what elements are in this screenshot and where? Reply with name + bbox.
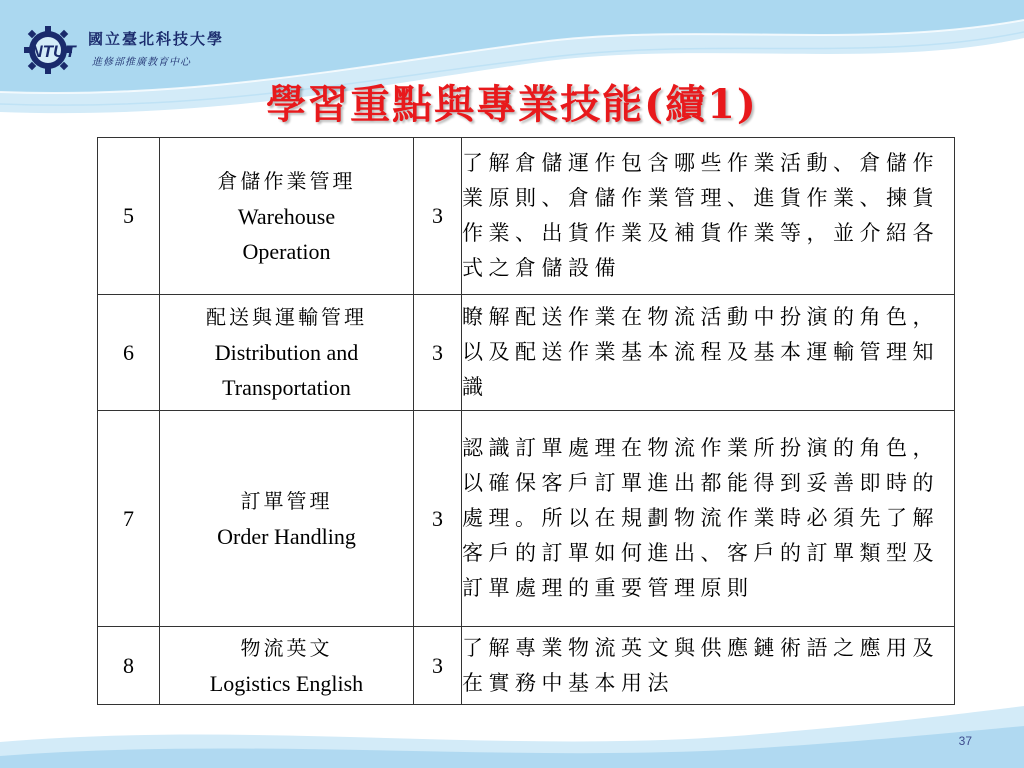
table-row: [98, 627, 955, 705]
course-name-cell: [160, 138, 414, 295]
page-number: 37: [958, 734, 972, 748]
course-number: 5: [98, 138, 160, 295]
course-credits: 3: [414, 627, 462, 705]
course-credits: 3: [414, 138, 462, 295]
course-description: 瞭解配送作業在物流活動中扮演的角色，以及配送作業基本流程及基本運輸管理知識: [462, 295, 955, 411]
course-name-en: Warehouse: [237, 203, 336, 229]
course-description: 認識訂單處理在物流作業所扮演的角色，以確保客戶訂單進出都能得到妥善即時的處理。所以在規劃物流作業時必須先了解客戶的訂單如何進出、客戶的訂單類型及訂單處理的重要管理原則: [462, 411, 955, 627]
gear-emblem-icon: [22, 24, 84, 76]
course-credits: 3: [414, 411, 462, 627]
course-name-en: Transportation: [222, 375, 351, 400]
department-name: 進修部推廣教育中心: [92, 57, 191, 68]
table-row: [98, 295, 955, 411]
table-row: [98, 138, 955, 295]
table-row: [98, 411, 955, 627]
school-name: 國立臺北科技大學: [88, 30, 225, 48]
course-description: 了解專業物流英文與供應鏈術語之應用及在實務中基本用法: [462, 627, 955, 705]
course-name-en: Operation: [242, 238, 331, 264]
course-description: 了解倉儲運作包含哪些作業活動、倉儲作業原則、倉儲作業管理、進貨作業、揀貨作業、出貨作業及補貨作業等，並介紹各式之倉儲設備: [462, 138, 955, 295]
course-credits: 3: [414, 295, 462, 411]
course-name-zh: 訂單管理: [240, 488, 333, 513]
school-logo: [22, 20, 262, 80]
slide-title: 學習重點與專業技能(續1): [266, 81, 758, 128]
course-name-cell: [160, 411, 414, 627]
course-name-cell: [160, 627, 414, 705]
course-name-cell: [160, 295, 414, 411]
course-number: 8: [98, 627, 160, 705]
course-name-zh: 倉儲作業管理: [217, 168, 356, 193]
course-table: [97, 137, 955, 705]
course-name-zh: 配送與運輸管理: [206, 305, 367, 329]
svg-text:NTUT: NTUT: [30, 42, 76, 61]
course-number: 7: [98, 411, 160, 627]
course-name-en: Distribution and: [214, 340, 359, 365]
course-name-en: Logistics English: [209, 670, 364, 696]
course-name-en: Order Handling: [217, 523, 356, 549]
course-name-zh: 物流英文: [240, 635, 333, 660]
course-number: 6: [98, 295, 160, 411]
